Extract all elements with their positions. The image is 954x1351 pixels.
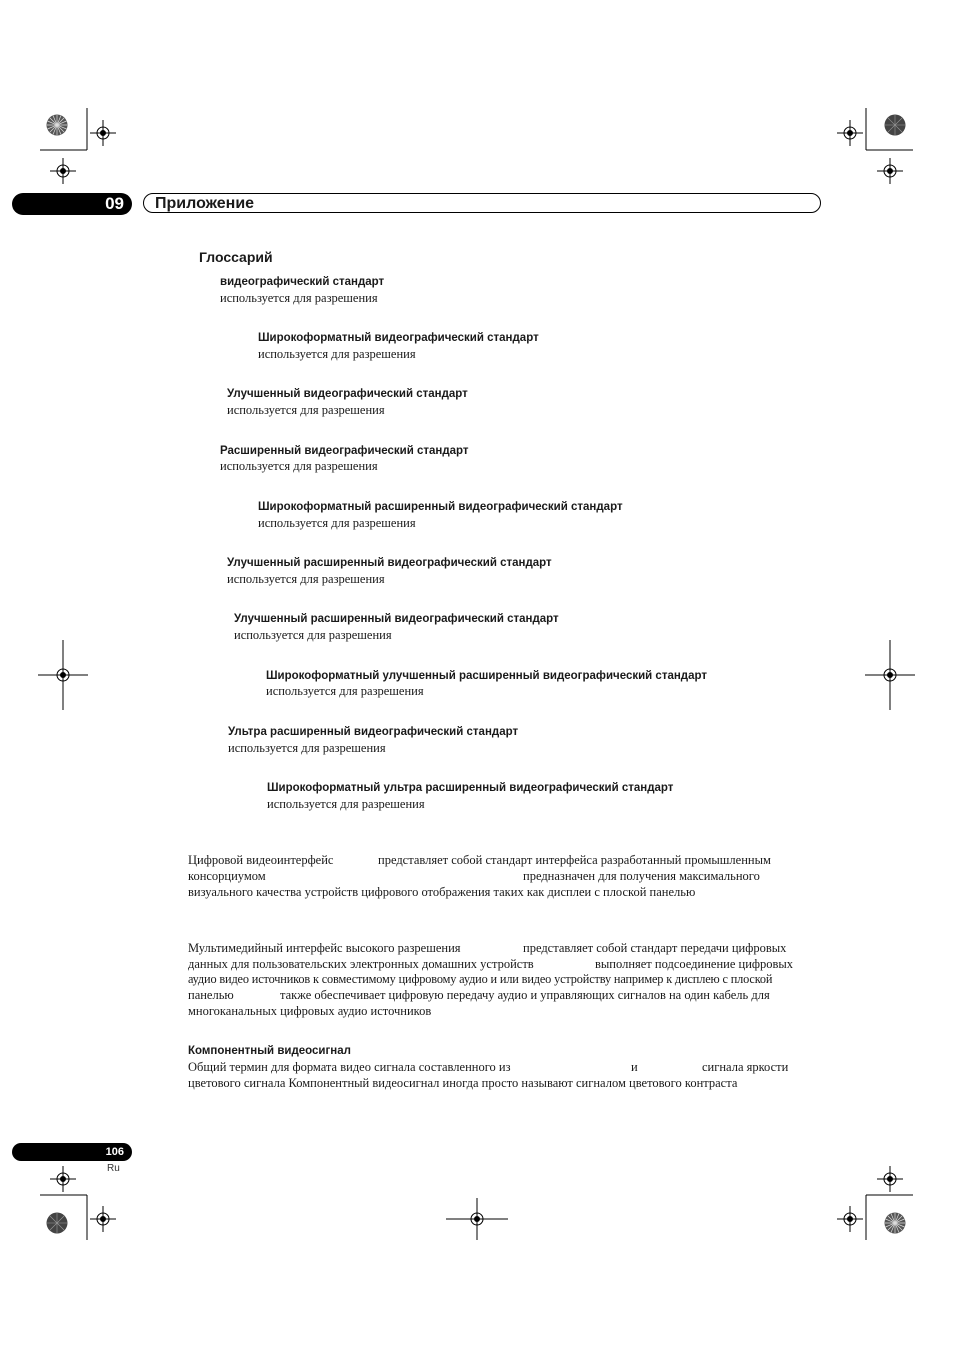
registration-target-icon bbox=[877, 1166, 903, 1192]
glossary-term: Широкоформатный улучшенный расширенный видеографический стандарт bbox=[266, 670, 708, 682]
language-code: Ru bbox=[107, 1163, 120, 1174]
glossary-definition: используется для разрешения bbox=[258, 516, 416, 530]
glossary-term: Широкоформатный видеографический стандарт bbox=[258, 332, 539, 344]
glossary-definition: используется для разрешения bbox=[227, 572, 385, 586]
paragraph-text: панелью bbox=[188, 988, 234, 1002]
registration-target-icon bbox=[464, 1206, 490, 1232]
glossary-term: Широкоформатный ультра расширенный видеографический стандарт bbox=[267, 782, 674, 794]
glossary-term: Ультра расширенный видеографический стандарт bbox=[228, 726, 519, 738]
registration-target-icon bbox=[50, 1166, 76, 1192]
paragraph-text: визуального качества устройств цифрового отображения таких как дисплеи с плоской панелью bbox=[188, 885, 696, 899]
paragraph-text: многоканальных цифровых аудио источников bbox=[188, 1004, 432, 1018]
glossary-definition: используется для разрешения bbox=[258, 347, 416, 361]
registration-target-icon bbox=[877, 662, 903, 688]
glossary-definition: используется для разрешения bbox=[227, 403, 385, 417]
glossary-definition: используется для разрешения bbox=[266, 684, 424, 698]
paragraph-text: Цифровой видеоинтерфейс bbox=[188, 853, 334, 867]
starburst-mark-icon bbox=[46, 1212, 68, 1234]
paragraph-text: Мультимедийный интерфейс высокого разрешения bbox=[188, 941, 461, 955]
page-number-badge: 106 bbox=[12, 1143, 132, 1161]
glossary-term: Расширенный видеографический стандарт bbox=[220, 445, 469, 457]
starburst-mark-icon bbox=[46, 114, 68, 136]
starburst-mark-icon bbox=[884, 1212, 906, 1234]
paragraph-text: представляет собой стандарт передачи цифровых bbox=[523, 941, 787, 955]
glossary-definition: используется для разрешения bbox=[267, 797, 425, 811]
glossary-term: Улучшенный видеографический стандарт bbox=[227, 388, 468, 400]
section-title: Глоссарий bbox=[199, 249, 273, 265]
paragraph-text: сигнала яркости bbox=[702, 1060, 789, 1074]
paragraph-text: также обеспечивает цифровую передачу аудио и управляющих сигналов на один кабель для bbox=[280, 988, 770, 1002]
glossary-term: Компонентный видеосигнал bbox=[188, 1045, 351, 1057]
paragraph-text: Общий термин для формата видео сигнала составленного из bbox=[188, 1060, 511, 1074]
glossary-term: Улучшенный расширенный видеографический стандарт bbox=[227, 557, 552, 569]
glossary-term: Улучшенный расширенный видеографический стандарт bbox=[234, 613, 559, 625]
glossary-definition: используется для разрешения bbox=[234, 628, 392, 642]
paragraph-text: данных для пользовательских электронных домашних устройств bbox=[188, 957, 534, 971]
glossary-term: видеографический стандарт bbox=[220, 276, 385, 288]
registration-target-icon bbox=[50, 662, 76, 688]
paragraph-text: аудио видео источников к совместимому цифровому аудио и или видео устройству например к дисплею с плоской bbox=[188, 972, 773, 986]
chapter-number-badge: 09 bbox=[12, 193, 132, 215]
registration-target-icon bbox=[837, 120, 863, 146]
glossary-definition: используется для разрешения bbox=[220, 291, 378, 305]
paragraph-text: выполняет подсоединение цифровых bbox=[595, 957, 794, 971]
glossary-definition: используется для разрешения bbox=[220, 459, 378, 473]
paragraph-text: цветового сигнала Компонентный видеосигнал иногда просто называют сигналом цветового контраста bbox=[188, 1076, 738, 1090]
glossary-definition: используется для разрешения bbox=[228, 741, 386, 755]
chapter-title: Приложение bbox=[155, 195, 255, 212]
paragraph-text: представляет собой стандарт интерфейса разработанный промышленным bbox=[378, 853, 771, 867]
glossary-term: Широкоформатный расширенный видеографический стандарт bbox=[258, 501, 623, 513]
registration-target-icon bbox=[90, 120, 116, 146]
paragraph-text: и bbox=[631, 1060, 638, 1074]
paragraph-text: предназначен для получения максимального bbox=[523, 869, 760, 883]
paragraph-text: консорциумом bbox=[188, 869, 266, 883]
registration-target-icon bbox=[50, 158, 76, 184]
registration-target-icon bbox=[837, 1206, 863, 1232]
starburst-mark-icon bbox=[884, 114, 906, 136]
registration-target-icon bbox=[90, 1206, 116, 1232]
registration-target-icon bbox=[877, 158, 903, 184]
